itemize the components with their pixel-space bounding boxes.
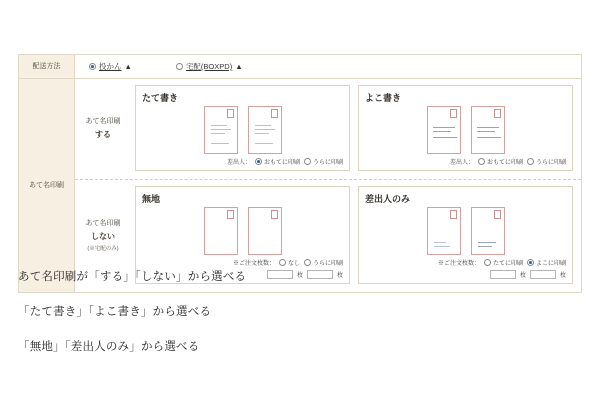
card-sashidashinin-option-yoko-label: よこに印刷 — [535, 261, 566, 267]
postcard-thumbnail-vertical-b[interactable] — [248, 106, 282, 154]
radio-icon[interactable] — [478, 158, 485, 165]
stamp-icon — [494, 109, 501, 118]
card-muji-foot-label: ※ご注文枚数： — [232, 261, 275, 267]
card-muji-qty-unit-2: 枚 — [336, 273, 343, 279]
card-sashidashinin-qty-unit-1: 枚 — [519, 273, 526, 279]
delivery-option-toukan[interactable] — [89, 61, 132, 72]
card-tategaki[interactable] — [135, 85, 350, 171]
postcard-thumbnail-vertical-a[interactable] — [204, 106, 238, 154]
feature-note-3: 「無地」「差出人のみ」から選べる — [18, 341, 200, 353]
card-yokogaki-option-omote[interactable] — [478, 157, 523, 166]
delivery-option-toukan-suffix: ▲ — [124, 62, 132, 71]
text-line-icon — [434, 242, 446, 243]
delivery-method-options — [75, 55, 581, 78]
group-label-top: あて名印刷 — [85, 117, 121, 125]
text-line-icon — [434, 246, 450, 247]
text-line-icon — [255, 129, 275, 130]
address-print-group-suru-label — [75, 79, 131, 179]
radio-icon[interactable] — [279, 259, 286, 266]
card-yokogaki-option-ura-label: うらに印刷 — [535, 160, 566, 166]
stamp-icon — [227, 109, 234, 118]
radio-icon[interactable] — [304, 158, 311, 165]
card-muji-option-ura[interactable] — [304, 258, 343, 267]
stamp-icon — [271, 109, 278, 118]
delivery-method-row — [19, 55, 581, 79]
radio-icon[interactable] — [89, 63, 96, 70]
text-line-icon — [211, 125, 227, 126]
text-line-icon — [478, 246, 492, 247]
group-label-main: する — [95, 130, 111, 140]
card-sashidashinin-qty-unit-2: 枚 — [559, 273, 566, 279]
text-line-icon — [477, 127, 499, 128]
group-label-main: しない — [91, 232, 115, 242]
feature-notes — [18, 268, 578, 373]
card-muji-option-ura-label: うらに印刷 — [312, 261, 343, 267]
card-tategaki-option-ura-label: うらに印刷 — [312, 160, 343, 166]
stamp-icon — [450, 109, 457, 118]
text-line-icon — [477, 131, 495, 132]
delivery-option-takuhai-suffix: ▲ — [235, 62, 243, 71]
text-line-icon — [433, 137, 457, 138]
card-tategaki-title: たて書き — [142, 93, 179, 103]
text-line-icon — [255, 125, 271, 126]
card-muji-qty-unit-1: 枚 — [296, 273, 303, 279]
card-sashidashinin-foot-label: ※ご注文枚数： — [437, 261, 480, 267]
text-line-icon — [255, 133, 269, 134]
card-muji-option-nashi[interactable] — [279, 258, 300, 267]
address-print-group-suru — [75, 79, 581, 179]
text-line-icon — [433, 131, 451, 132]
stamp-icon — [271, 210, 278, 219]
order-options-panel — [18, 54, 582, 293]
card-sashidashinin-option-tate-label: たてに印刷 — [492, 261, 523, 267]
postcard-thumbnail-sender-horizontal[interactable] — [471, 207, 505, 255]
address-print-header: あて名印刷 — [19, 79, 75, 292]
card-sashidashinin-option-yoko[interactable] — [527, 258, 566, 267]
card-tategaki-option-ura[interactable] — [304, 157, 343, 166]
stamp-icon — [450, 210, 457, 219]
group-label-top: あて名印刷 — [85, 219, 121, 227]
delivery-method-header: 配送方法 — [19, 55, 75, 78]
text-line-icon — [211, 129, 231, 130]
text-line-icon — [211, 143, 229, 144]
delivery-option-takuhai[interactable] — [176, 61, 243, 72]
card-tategaki-option-omote[interactable] — [255, 157, 300, 166]
card-yokogaki-option-omote-label: おもてに印刷 — [486, 160, 523, 166]
postcard-thumbnail-blank-a[interactable] — [204, 207, 238, 255]
card-yokogaki-foot-label: 差出人： — [449, 160, 474, 166]
radio-icon[interactable] — [527, 259, 534, 266]
stamp-icon — [494, 210, 501, 219]
card-muji-title: 無地 — [142, 194, 161, 204]
text-line-icon — [433, 127, 455, 128]
text-line-icon — [477, 137, 501, 138]
feature-note-2: 「たて書き」「よこ書き」から選べる — [18, 306, 212, 318]
card-yokogaki-option-ura[interactable] — [527, 157, 566, 166]
postcard-thumbnail-blank-b[interactable] — [248, 207, 282, 255]
card-muji-option-nashi-label: なし — [287, 261, 300, 267]
radio-icon[interactable] — [304, 259, 311, 266]
postcard-thumbnail-horizontal-b[interactable] — [471, 106, 505, 154]
radio-icon[interactable] — [255, 158, 262, 165]
address-print-content — [75, 79, 581, 292]
card-yokogaki-title: よこ書き — [365, 93, 402, 103]
card-sashidashinin-title: 差出人のみ — [365, 194, 411, 204]
card-tategaki-foot-label: 差出人： — [226, 160, 251, 166]
delivery-option-toukan-label: 投かん — [99, 62, 122, 71]
delivery-option-takuhai-label: 宅配(BOXPD) — [185, 62, 233, 71]
card-tategaki-option-omote-label: おもてに印刷 — [263, 160, 300, 166]
postcard-thumbnail-horizontal-a[interactable] — [427, 106, 461, 154]
text-line-icon — [211, 133, 225, 134]
card-yokogaki[interactable] — [358, 85, 573, 171]
radio-icon[interactable] — [484, 259, 491, 266]
group-label-note: (※宅配のみ) — [87, 246, 119, 253]
radio-icon[interactable] — [176, 63, 183, 70]
text-line-icon — [255, 143, 273, 144]
radio-icon[interactable] — [527, 158, 534, 165]
address-print-row — [19, 79, 581, 292]
text-line-icon — [478, 242, 496, 243]
feature-note-1: あて名印刷が「する」「しない」から選べる — [18, 271, 247, 283]
stamp-icon — [227, 210, 234, 219]
postcard-thumbnail-sender-vertical[interactable] — [427, 207, 461, 255]
card-sashidashinin-option-tate[interactable] — [484, 258, 523, 267]
